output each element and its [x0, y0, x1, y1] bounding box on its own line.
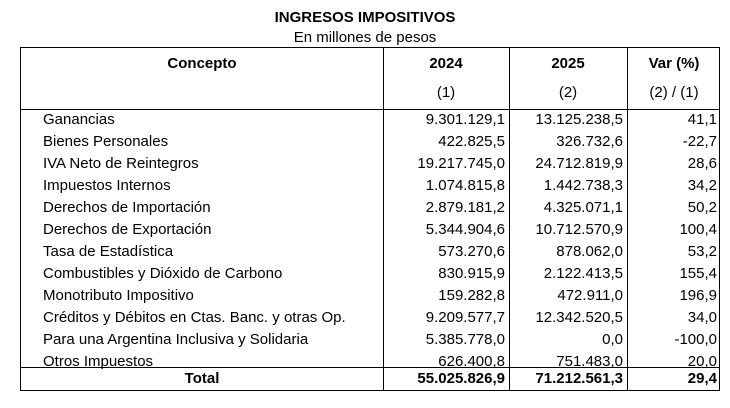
row-2025: 2.122.413,5: [543, 265, 623, 282]
row-2024: 19.217.745,0: [417, 155, 505, 172]
row-2025: 751.483,0: [556, 353, 623, 370]
row-2024: 573.270,6: [438, 243, 505, 260]
row-var: -100,0: [674, 331, 717, 348]
row-var: 34,2: [687, 177, 717, 194]
row-2025: 13.125.238,5: [535, 111, 623, 128]
row-2024: 2.879.181,2: [425, 199, 505, 216]
row-var: 41,1: [687, 111, 717, 128]
subheader-2025: (2): [558, 84, 578, 101]
header-divider: [21, 109, 719, 110]
table-title: INGRESOS IMPOSITIVOS: [274, 9, 456, 26]
row-concepto: Ganancias: [43, 111, 115, 128]
row-2024: 9.209.577,7: [425, 309, 505, 326]
row-2024: 626.400,8: [438, 353, 505, 370]
row-concepto: Derechos de Exportación: [43, 221, 212, 238]
row-2024: 9.301.129,1: [425, 111, 505, 128]
tax-revenue-table: [20, 47, 720, 391]
row-2025: 10.712.570,9: [535, 221, 623, 238]
table-subtitle: En millones de pesos: [293, 29, 437, 46]
row-2025: 0,0: [602, 331, 623, 348]
total-2024: 55.025.826,9: [417, 370, 505, 387]
row-concepto: Créditos y Débitos en Ctas. Banc. y otras Op.: [43, 309, 346, 326]
row-concepto: Monotributo Impositivo: [43, 287, 194, 304]
row-var: 100,4: [679, 221, 717, 238]
row-2024: 422.825,5: [438, 133, 505, 150]
row-var: -22,7: [682, 133, 717, 150]
subheader-var: (2) / (1): [649, 84, 699, 101]
row-2025: 878.062,0: [556, 243, 623, 260]
header-var: Var (%): [648, 55, 700, 72]
total-label: Total: [184, 370, 220, 387]
row-concepto: Bienes Personales: [43, 133, 169, 150]
row-concepto: Derechos de Importación: [43, 199, 211, 216]
header-concepto: Concepto: [167, 55, 237, 72]
row-2024: 159.282,8: [438, 287, 505, 304]
row-concepto: Para una Argentina Inclusiva y Solidaria: [43, 331, 309, 348]
row-concepto: Otros Impuestos: [43, 353, 154, 370]
header-2024: 2024: [429, 55, 463, 72]
row-2024: 830.915,9: [438, 265, 505, 282]
row-2025: 472.911,0: [557, 287, 623, 304]
row-2025: 4.325.071,1: [543, 199, 623, 216]
row-var: 155,4: [679, 265, 717, 282]
row-2024: 1.074.815,8: [425, 177, 505, 194]
row-var: 53,2: [687, 243, 717, 260]
row-concepto: Combustibles y Dióxido de Carbono: [43, 265, 283, 282]
row-var: 196,9: [679, 287, 717, 304]
row-2024: 5.385.778,0: [425, 331, 505, 348]
row-2025: 24.712.819,9: [535, 155, 623, 172]
header-2025: 2025: [551, 55, 585, 72]
row-concepto: Tasa de Estadística: [43, 243, 174, 260]
total-var: 29,4: [687, 370, 717, 387]
row-concepto: IVA Neto de Reintegros: [43, 155, 199, 172]
row-var: 28,6: [687, 155, 717, 172]
row-concepto: Impuestos Internos: [43, 177, 171, 194]
row-2025: 1.442.738,3: [543, 177, 623, 194]
total-2025: 71.212.561,3: [535, 370, 623, 387]
row-2025: 326.732,6: [556, 133, 623, 150]
row-2024: 5.344.904,6: [425, 221, 505, 238]
row-var: 20,0: [687, 353, 717, 370]
row-var: 50,2: [687, 199, 717, 216]
subheader-2024: (1): [436, 84, 456, 101]
row-var: 34,0: [687, 309, 717, 326]
row-2025: 12.342.520,5: [535, 309, 623, 326]
